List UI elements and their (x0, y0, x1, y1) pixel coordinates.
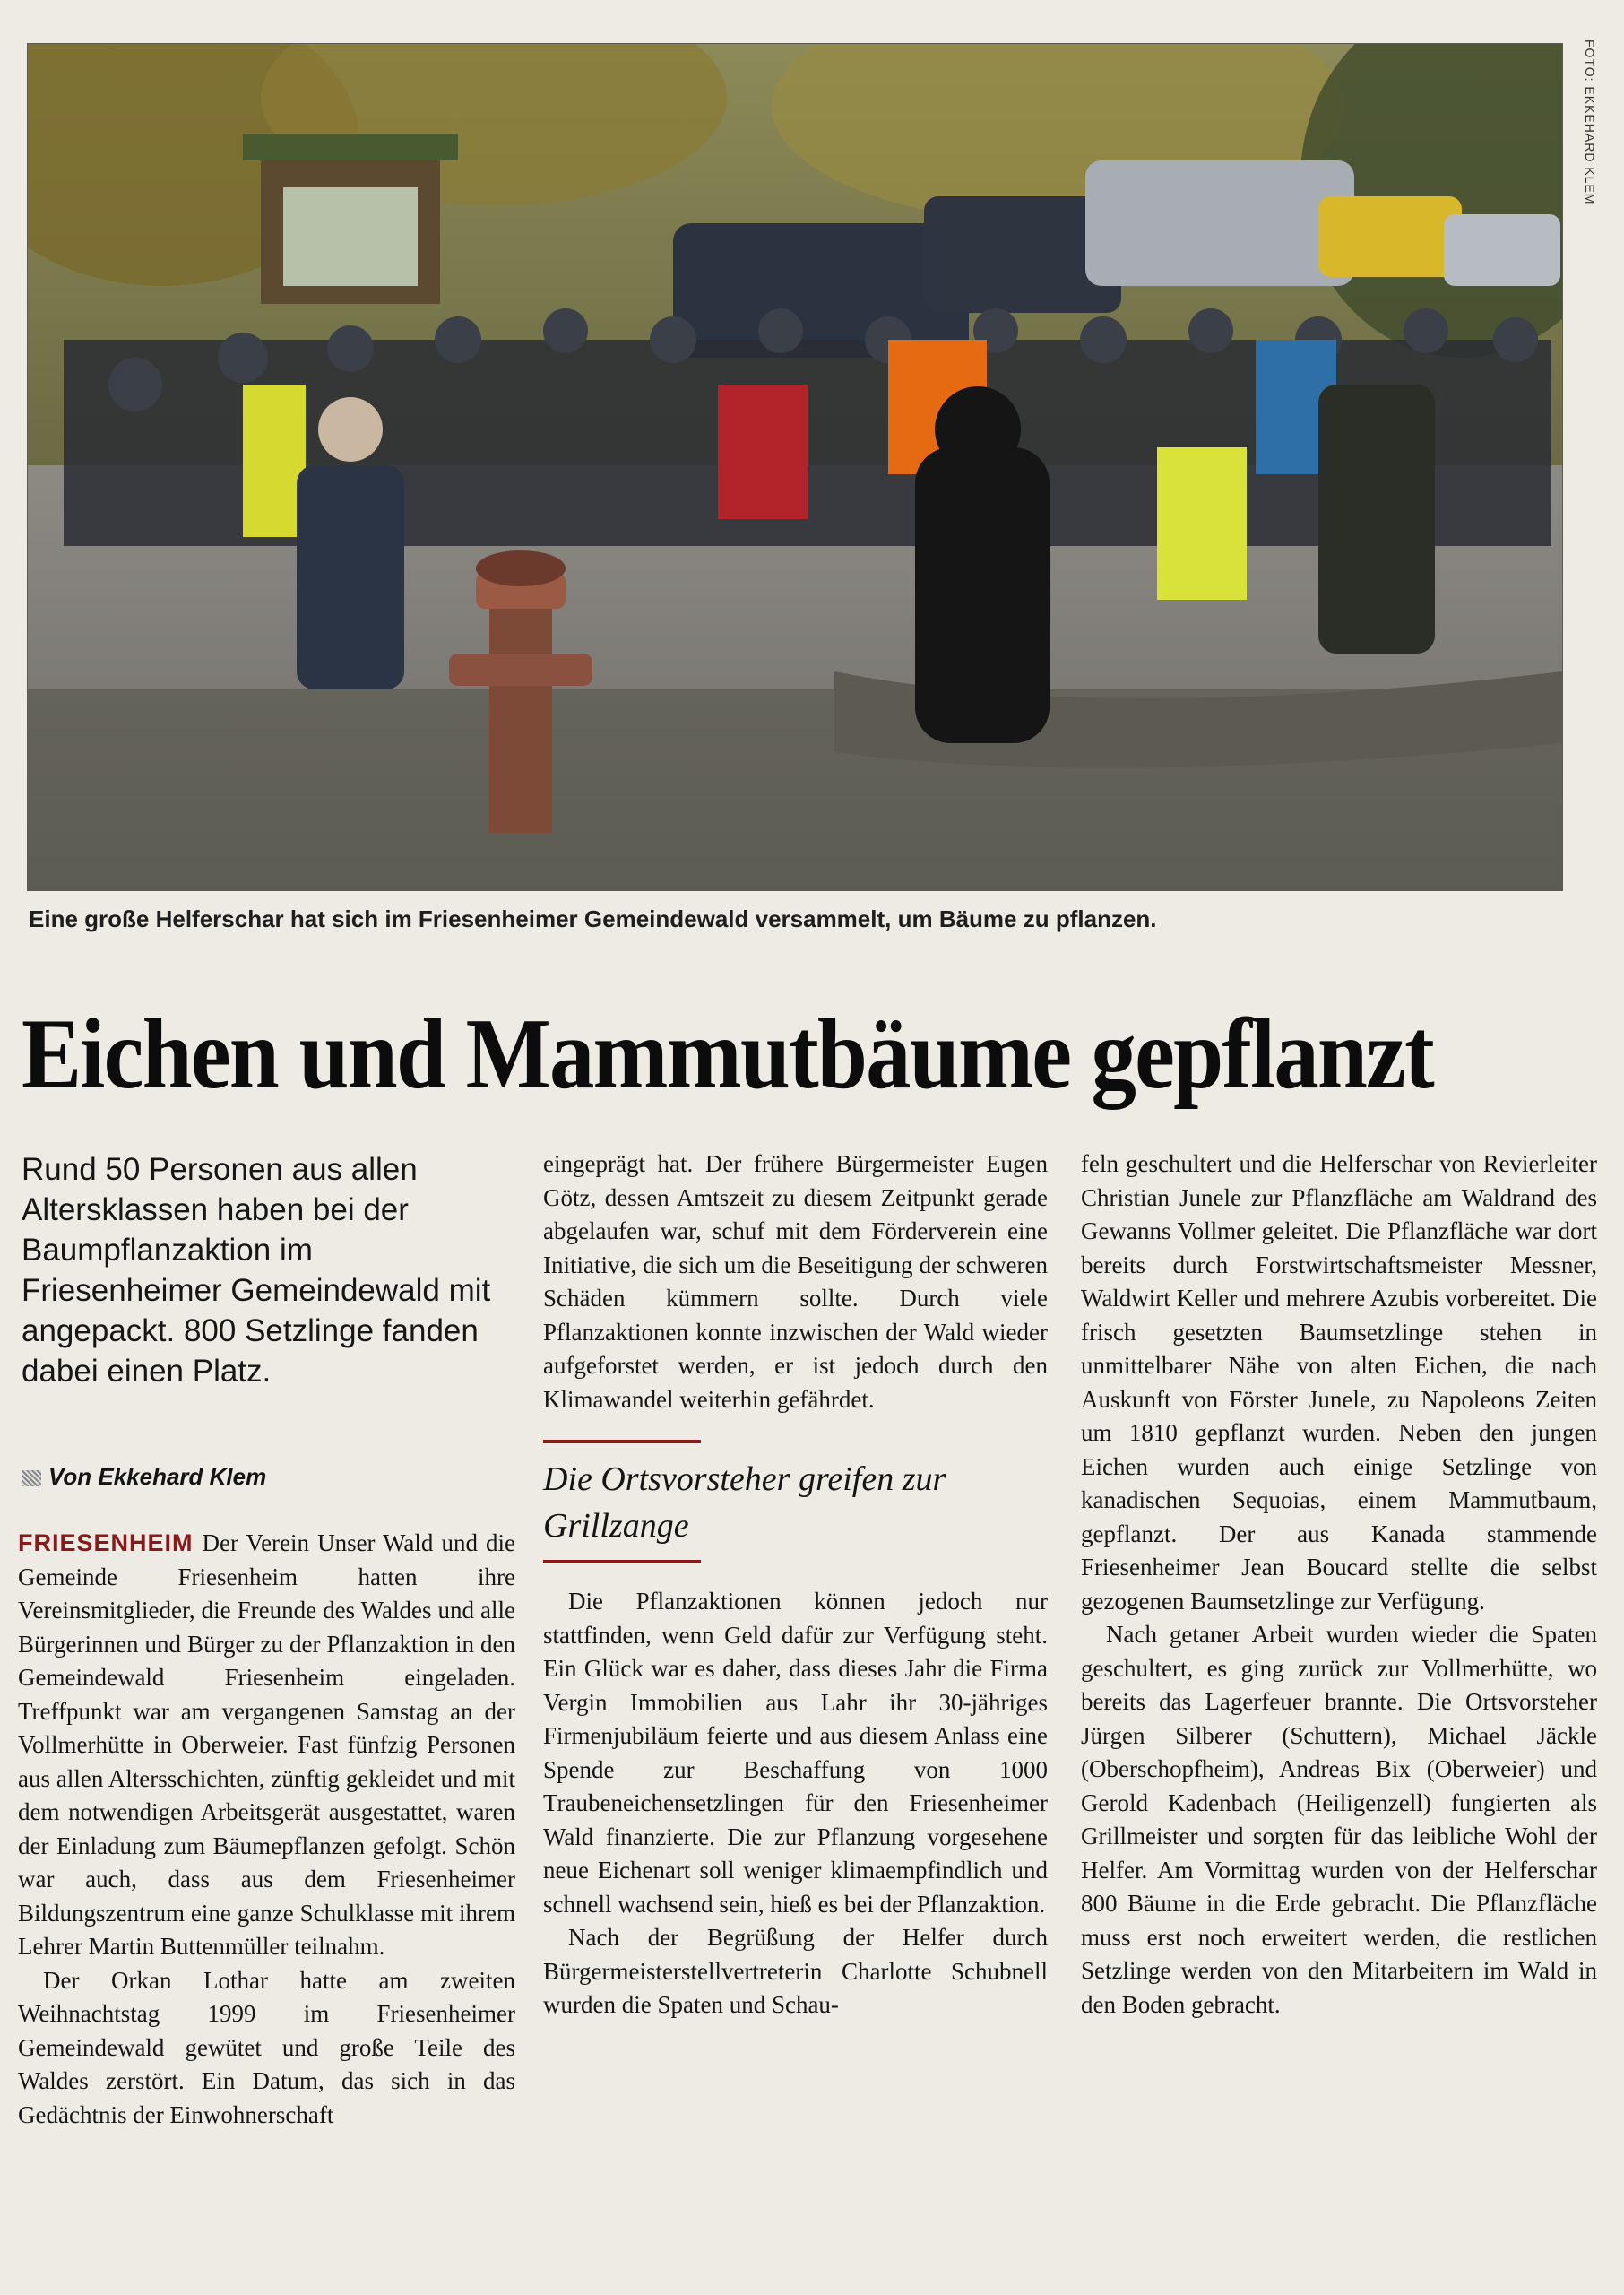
photo-group-of-helpers (28, 44, 1562, 890)
divider (543, 1560, 701, 1563)
subheading-block (543, 1440, 1048, 1563)
paragraph: feln geschultert und die Helferschar von Revierleiter Christian Junele zur Pflanzfläche am Waldrand des Gewanns Vollmer geleitet. Die Pflanzfläche war dort bereits durch Forstwirtschaftsmeister Messner, Waldwirt Keller und mehrere Azubis vorbereitet. Die frisch gesetzten Baumsetzlinge stehen in unmittelbarer Nähe von alten Eichen, die nach Auskunft von Förster Junele, zu Napoleons Zeiten um 1810 gepflanzt wurden. Neben den jungen Eichen wurden auch einige Setzlinge von kanadischen Sequoias, einem Mammutbaum, gepflanzt. Der aus Kanada stammende Friesenheimer Jean Boucard stellte die selbst gezogenen Baumsetzlinge zur Verfügung. (1081, 1150, 1597, 1615)
paragraph: eingeprägt hat. Der frühere Bürgermeister Eugen Götz, dessen Amtszeit zu diesem Zeitpunkt gerade abgelaufen war, schuf mit dem Förderverein eine Initiative, die sich um die Beseitigung der schweren Schäden kümmern sollte. Durch viele Pflanzaktionen konnte inzwischen der Wald wieder aufgeforstet werden, er ist jedoch durch den Klimawandel weiterhin gefährdet. (543, 1150, 1048, 1413)
column-3 (1081, 1148, 1597, 2022)
photo-caption: Eine große Helferschar hat sich im Friesenheimer Gemeindewald versammelt, um Bäume zu pflanzen. (29, 905, 1157, 932)
byline (22, 1463, 505, 1491)
article-headline: Eichen und Mammutbäume gepflanzt (22, 999, 1433, 1110)
author-icon (22, 1470, 41, 1486)
dateline: FRIESENHEIM (18, 1529, 194, 1556)
byline-text: Von Ekkehard Klem (48, 1463, 267, 1490)
subheading: Die Ortsvorsteher greifen zur Grillzange (543, 1460, 946, 1545)
article-photo (27, 43, 1563, 891)
column-2 (543, 1148, 1048, 2022)
paragraph (18, 1527, 515, 1964)
paragraph: Nach getaner Arbeit wurden wieder die Spaten geschultert, es ging zurück zur Vollmerhütte, wo bereits das Lagerfeuer brannte. Die Ortsvorsteher Jürgen Silberer (Schuttern), Michael Jäckle (Oberschopfheim), Andreas Bix (Oberweier) und Gerold Kadenbach (Heiligenzell) fungierten als Grillmeister und sorgten für das leibliche Wohl der Helfer. Am Vormittag wurden von der Helferschar 800 Bäume in die Erde gebracht. Die Pflanzfläche muss erst noch erweitert werden, die restlichen Setzlinge werden von den Mitarbeitern im Wald in den Boden gebracht. (1081, 1621, 1597, 2018)
paragraph: Der Orkan Lothar hatte am zweiten Weihnachtstag 1999 im Friesenheimer Gemeindewald gewütet und große Teile des Waldes zerstört. Ein Datum, das sich in das Gedächtnis der Einwohnerschaft (18, 1966, 515, 2128)
article-lead: Rund 50 Personen aus allen Altersklassen haben bei der Baumpflanzaktion im Friesenheimer Gemeindewald mit angepackt. 800 Setzlinge fanden dabei einen Platz. (22, 1152, 491, 1389)
divider (543, 1440, 701, 1443)
paragraph-text: Der Verein Unser Wald und die Gemeinde Friesenheim hatten ihre Vereinsmitglieder, die Freunde des Waldes und alle Bürgerinnen und Bürger zu der Pflanzaktion in den Gemeindewald Friesenheim eingeladen. Treffpunkt war am vergangenen Samstag an der Vollmerhütte in Oberweier. Fast fünfzig Personen aus allen Altersschichten, zünftig gekleidet und mit dem notwendigen Arbeitsgerät ausgestattet, waren der Einladung zum Bäumepflanzen gefolgt. Schön war auch, dass aus dem Friesenheimer Bildungszentrum eine ganze Schulklasse mit ihrem Lehrer Martin Buttenmüller teilnahm. (18, 1529, 515, 1960)
paragraph: Nach der Begrüßung der Helfer durch Bürgermeisterstellvertreterin Charlotte Schubnell wurden die Spaten und Schau- (543, 1924, 1048, 2018)
photo-credit: FOTO: EKKEHARD KLEM (1583, 39, 1597, 205)
column-1 (18, 1527, 515, 2132)
paragraph: Die Pflanzaktionen können jedoch nur stattfinden, wenn Geld dafür zur Verfügung steht. Ein Glück war es daher, dass dieses Jahr die Firma Vergin Immobilien aus Lahr ihr 30-jähriges Firmenjubiläum feierte und aus diesem Anlass eine Spende zur Beschaffung von 1000 Traubeneichensetzlingen für den Friesenheimer Wald finanzierte. Die zur Pflanzung vorgesehene neue Eichenart soll weniger klimaempfindlich und schnell wachsend sein, hieß es bei der Pflanzaktion. (543, 1588, 1048, 1918)
